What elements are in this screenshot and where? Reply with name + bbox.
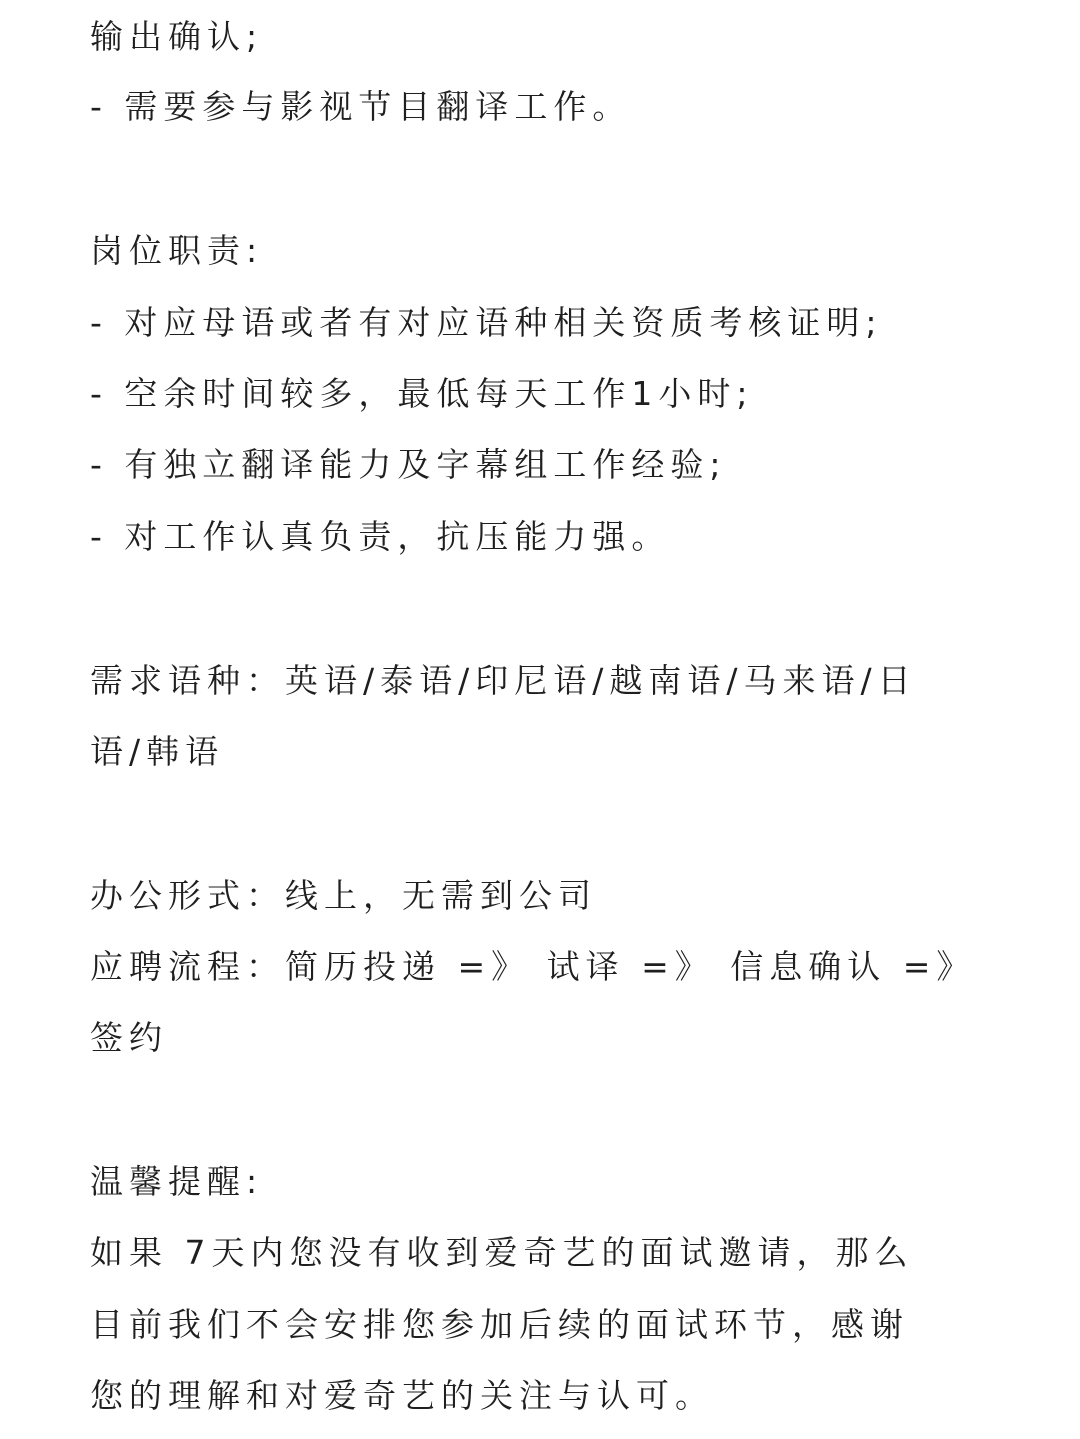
application-process-line-2: 签约 — [90, 1018, 168, 1057]
duty-item-responsibility: - 对工作认真负责，抗压能力强。 — [90, 517, 671, 556]
required-languages-line-1: 需求语种：英语/泰语/印尼语/越南语/马来语/日 — [90, 661, 917, 700]
reminder-text-line-3: 您的理解和对爱奇艺的关注与认可。 — [90, 1376, 714, 1415]
duty-item-native-language: - 对应母语或者有对应语种相关资质考核证明; — [90, 303, 883, 342]
section-heading-reminder: 温馨提醒: — [90, 1162, 264, 1201]
reminder-text-line-1: 如果 7天内您没有收到爱奇艺的面试邀请，那么 — [90, 1233, 914, 1272]
required-languages-line-2: 语/韩语 — [90, 732, 225, 771]
reminder-text-line-2: 目前我们不会安排您参加后续的面试环节，感谢 — [90, 1305, 909, 1344]
work-mode-line: 办公形式：线上，无需到公司 — [90, 876, 597, 915]
section-heading-job-duties: 岗位职责: — [90, 231, 264, 270]
text-line-translation-work: - 需要参与影视节目翻译工作。 — [90, 87, 632, 126]
duty-item-free-time: - 空余时间较多，最低每天工作1小时; — [90, 374, 754, 413]
text-line-output-confirm: 输出确认; — [90, 17, 264, 56]
duty-item-translation-ability: - 有独立翻译能力及字幕组工作经验; — [90, 445, 727, 484]
application-process-line-1: 应聘流程：简历投递 =》 试译 =》 信息确认 =》 — [90, 947, 976, 986]
